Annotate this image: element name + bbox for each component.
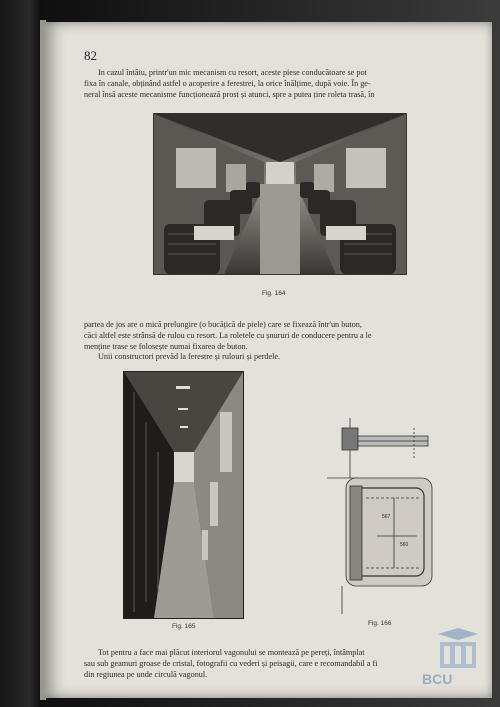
coach-interior-illustration — [154, 114, 406, 274]
paragraph-top — [84, 68, 476, 100]
window-frame-section-drawing — [322, 418, 438, 614]
figure-164-caption: Fig. 164 — [262, 290, 286, 297]
text-line: din regiunea pe unde circulă vagonul. — [84, 669, 208, 679]
text-line: In cazul întâiu, printr'un mic mecanism cu resort, aceste piese conducătoare se pot — [98, 68, 367, 77]
figure-166-technical-drawing — [322, 418, 438, 614]
text-line: sau sub geamuri groase de cristal, fotografii cu vederi și peisagii, care e recomandabil a fi — [84, 658, 378, 668]
watermark-text: BCU — [422, 671, 453, 687]
text-line: neral însă aceste mecanisme funcționează prost și atunci, spre a putea ține roleta trasă, în — [84, 89, 375, 99]
page-number: 82 — [84, 48, 97, 63]
figure-166-caption: Fig. 166 — [368, 620, 392, 627]
drawing-dimension-width: 567 — [382, 514, 391, 520]
text-line: căci altfel este strânsă de rulou cu resort. La roletele cu șnururi de conducere pentru a le — [84, 330, 372, 340]
text-line: Unii constructori prevăd la ferestre și rulouri și perdele. — [98, 352, 281, 362]
bcu-logo-icon — [418, 628, 496, 688]
text-line: menține trase se folosește numai fixarea de buton. — [84, 341, 248, 351]
figure-165-caption: Fig. 165 — [172, 623, 196, 630]
text-line: fixa în canale, obținând astfel o acoperire a ferestrei, la orice înălțime, după voie. În ge- — [84, 78, 371, 88]
text-line: Tot pentru a face mai plăcut interiorul vagonului se montează pe pereți, întâmplat — [98, 648, 365, 657]
paragraph-middle — [84, 320, 476, 363]
drawing-dimension-height: 560 — [400, 542, 409, 548]
corridor-illustration — [124, 372, 243, 618]
figure-165-corridor-photo — [123, 371, 244, 619]
library-watermark — [418, 628, 496, 688]
figure-164-coach-interior-photo — [153, 113, 407, 275]
text-line: partea de jos are o mică prelungire (o bucățică de piele) care se fixează într'un buton, — [84, 320, 362, 329]
